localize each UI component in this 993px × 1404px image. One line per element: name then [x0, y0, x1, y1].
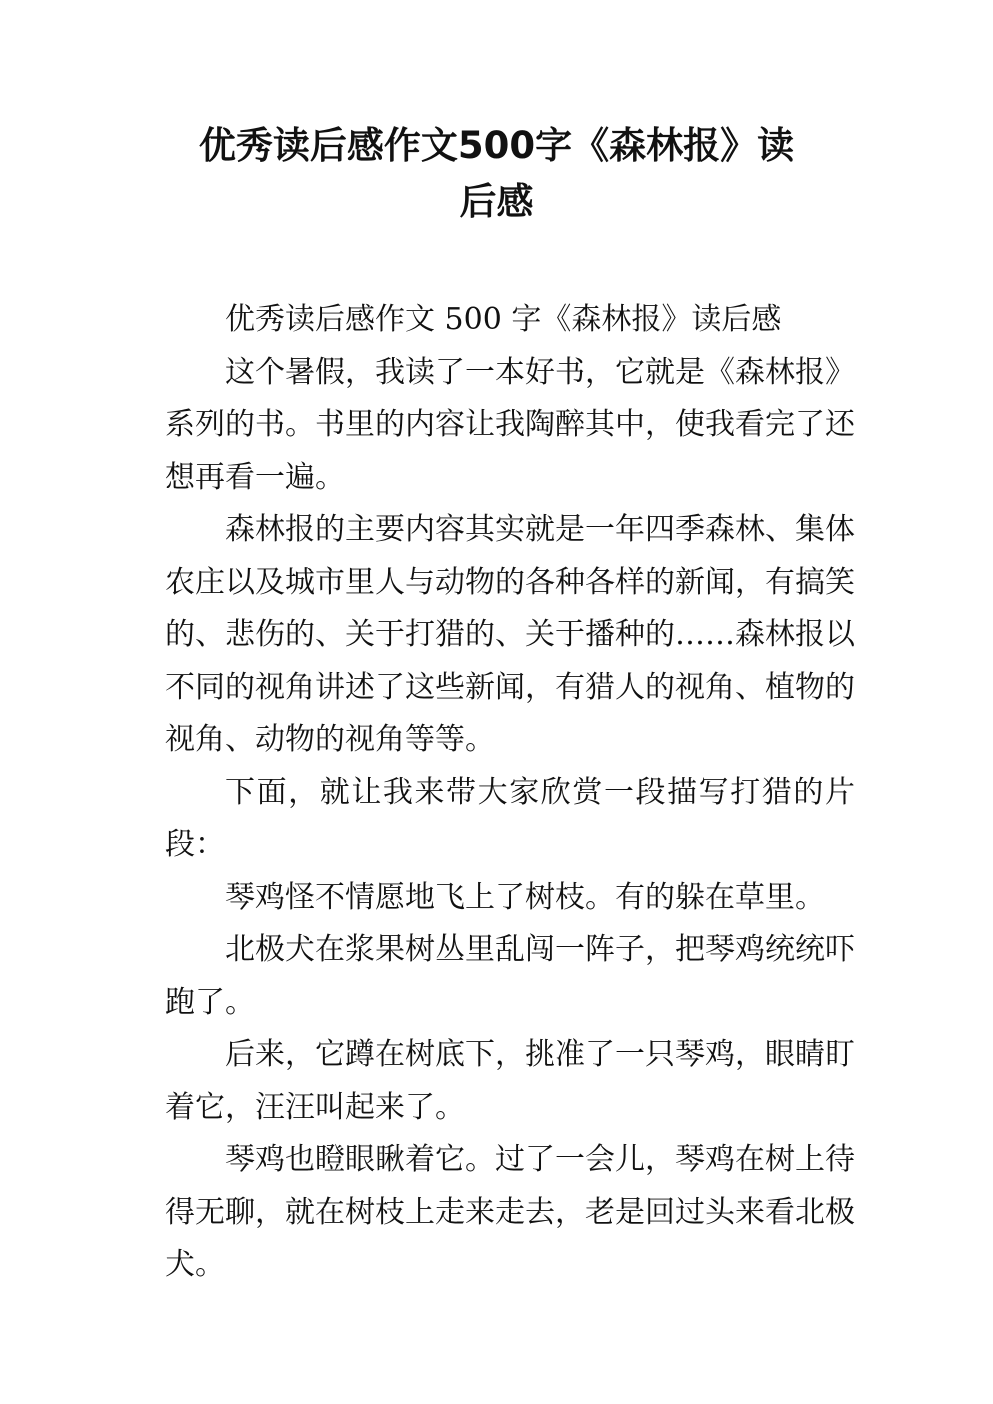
- paragraph: 琴鸡也瞪眼瞅着它。过了一会儿，琴鸡在树上待得无聊，就在树枝上走来走去，老是回过头来看北极犬。: [165, 1142, 855, 1282]
- document-title: [165, 118, 828, 230]
- paragraph: 这个暑假，我读了一本好书，它就是《森林报》系列的书。书里的内容让我陶醉其中，使我看完了还想再看一遍。: [165, 354, 855, 495]
- paragraph: 北极犬在浆果树丛里乱闯一阵子，把琴鸡统统吓跑了。: [165, 932, 855, 1020]
- paragraph: 后来，它蹲在树底下，挑准了一只琴鸡，眼睛盯着它，汪汪叫起来了。: [165, 1037, 855, 1125]
- paragraph-subtitle: 优秀读后感作文 500 字《森林报》读后感: [225, 302, 782, 337]
- paragraph: 琴鸡怪不情愿地飞上了树枝。有的躲在草里。: [225, 879, 825, 915]
- title-line-2: 后感: [459, 180, 534, 223]
- paragraph: 森林报的主要内容其实就是一年四季森林、集体农庄以及城市里人与动物的各种各样的新闻，有搞笑的、悲伤的、关于打猎的、关于播种的……森林报以不同的视角讲述了这些新闻，有猎人的视角、植物的视角、动物的视角等等。: [165, 512, 855, 757]
- paragraph: 下面，就让我来带大家欣赏一段描写打猎的片段：: [165, 774, 855, 862]
- document-body: [165, 294, 855, 1292]
- title-line-1: 优秀读后感作文500字《森林报》读: [198, 124, 795, 167]
